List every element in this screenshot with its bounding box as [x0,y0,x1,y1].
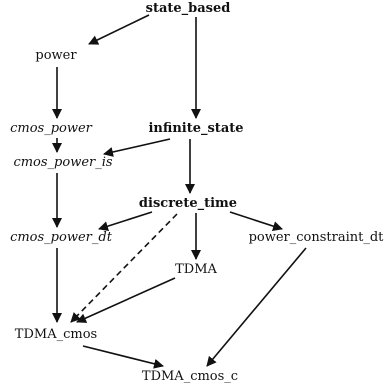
node-cmos-power: cmos_power [10,121,92,136]
edge-power-constraint-dt-to-TDMA-cmos-c [207,248,306,366]
node-discrete-time: discrete_time [138,196,238,211]
edge-TDMA-cmos-to-TDMA-cmos-c [83,346,163,366]
node-power: power [35,48,77,63]
edge-infinite-state-to-cmos-power-is [104,139,170,154]
node-tdma-cmos-c: TDMA_cmos_c [141,369,239,383]
node-tdma: TDMA [175,262,217,277]
node-state-based: state_based [145,1,231,16]
node-infinite-state: infinite_state [148,121,244,136]
node-cmos-power-is: cmos_power_is [13,155,113,170]
edge-discrete-time-to-power-constraint-dt [230,212,282,229]
node-tdma-cmos: TDMA_cmos [14,327,98,342]
node-cmos-power-dt: cmos_power_dt [10,230,112,245]
edge-discrete-time-to-cmos-power-dt [99,212,152,229]
edge-state-based-to-power [89,15,149,44]
node-power-constraint-dt: power_constraint_dt [248,230,384,245]
